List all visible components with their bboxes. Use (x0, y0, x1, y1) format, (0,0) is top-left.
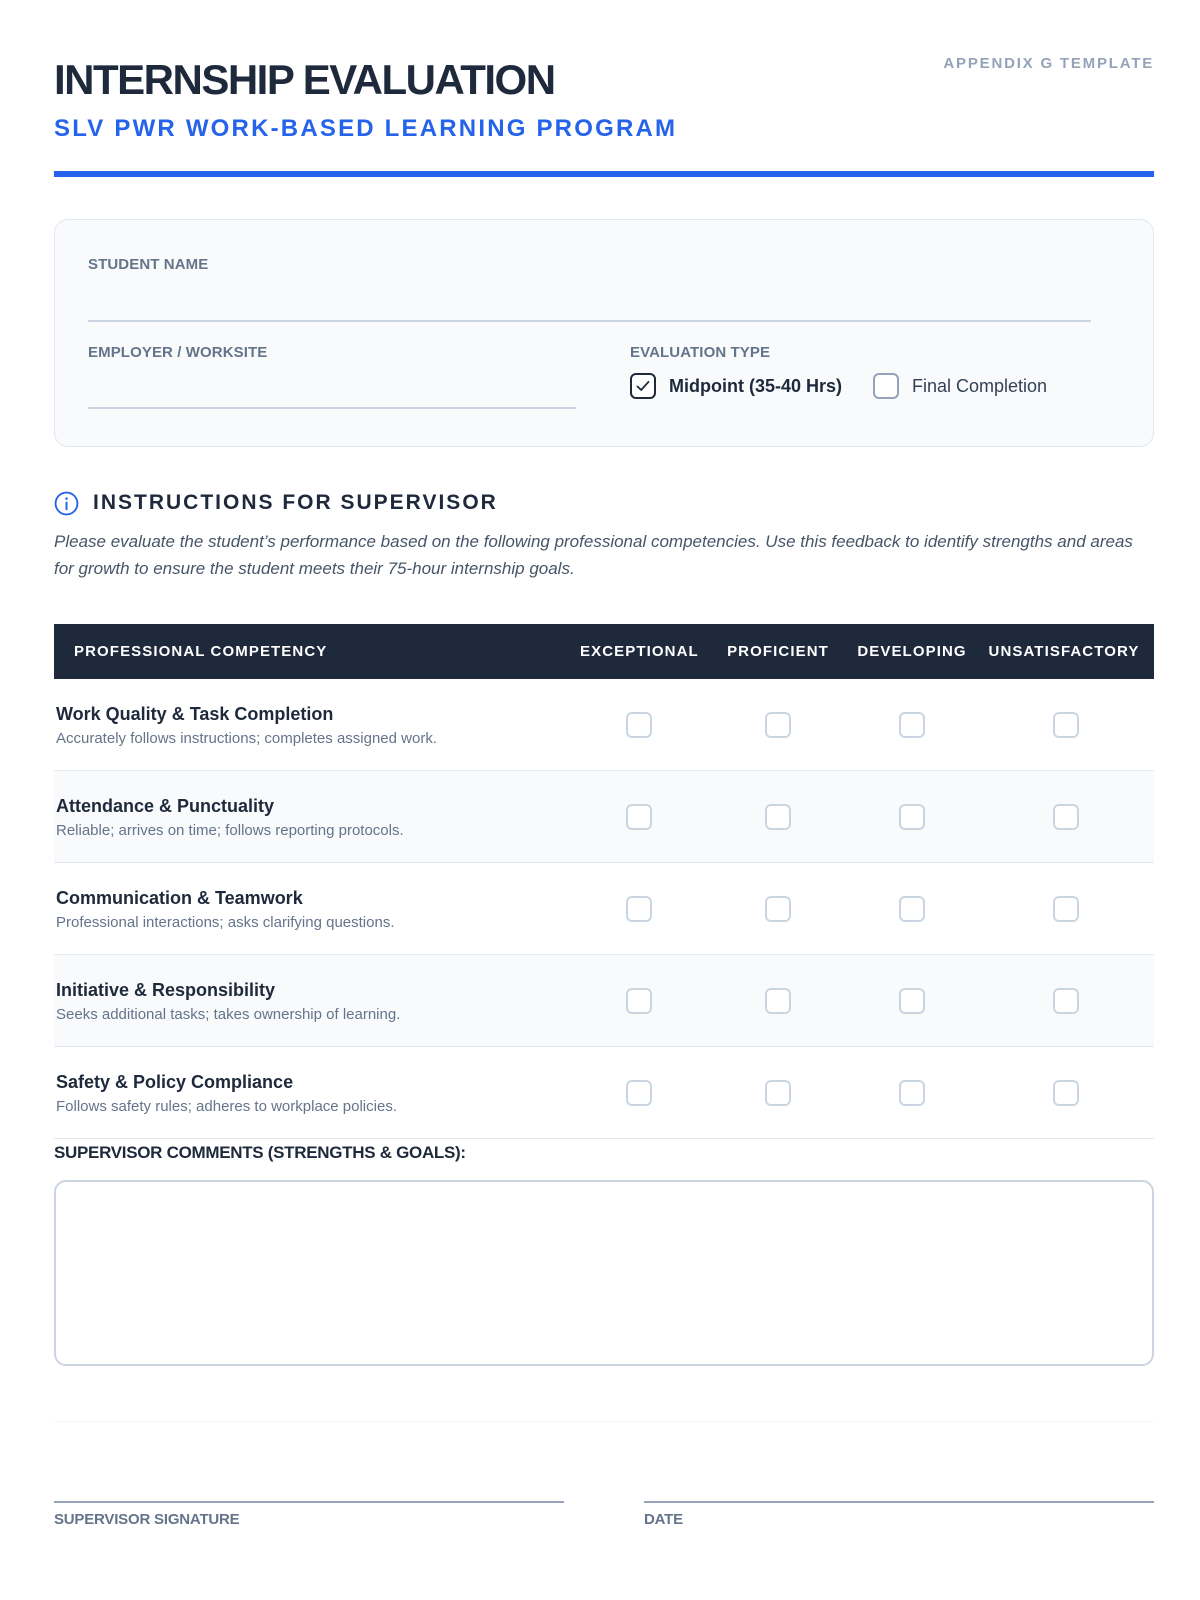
instructions-heading (54, 490, 498, 516)
page-subtitle: SLV PWR WORK-BASED LEARNING PROGRAM (54, 115, 678, 142)
rating-checkbox-exceptional[interactable] (626, 1080, 652, 1106)
page-title: INTERNSHIP EVALUATION (54, 56, 555, 103)
final-completion-option-label: Final Completion (912, 376, 1048, 396)
student-name-label: STUDENT NAME (88, 256, 209, 273)
final-completion-option[interactable] (873, 373, 1047, 399)
rating-checkbox-proficient[interactable] (765, 1080, 791, 1106)
rating-checkbox-unsatisfactory[interactable] (1053, 712, 1079, 738)
rating-checkbox-developing[interactable] (899, 896, 925, 922)
competency-description: Follows safety rules; adheres to workplace policies. (56, 1098, 397, 1115)
comments-textarea[interactable] (54, 1180, 1154, 1366)
competency-title: Work Quality & Task Completion (56, 704, 334, 724)
rating-checkbox-proficient[interactable] (765, 804, 791, 830)
signature-label: SUPERVISOR SIGNATURE (54, 1511, 240, 1528)
employer-field[interactable] (88, 407, 576, 409)
rating-checkbox-proficient[interactable] (765, 988, 791, 1014)
midpoint-checkbox[interactable] (630, 373, 656, 399)
student-info-panel (54, 219, 1154, 447)
evaluation-type-label: EVALUATION TYPE (630, 344, 771, 361)
competency-title: Communication & Teamwork (56, 888, 303, 908)
table-header (54, 624, 1154, 679)
check-icon (635, 378, 651, 394)
signature-field[interactable] (54, 1501, 564, 1503)
info-icon (54, 491, 79, 516)
col-unsatisfactory: UNSATISFACTORY (988, 643, 1140, 660)
competency-title: Safety & Policy Compliance (56, 1072, 294, 1092)
competency-description: Reliable; arrives on time; follows reporting protocols. (56, 822, 404, 839)
table-row (54, 771, 1154, 863)
page-header (54, 54, 1154, 178)
rating-checkbox-proficient[interactable] (765, 712, 791, 738)
competency-title: Initiative & Responsibility (56, 980, 276, 1000)
section-divider (54, 1421, 1154, 1422)
competency-title: Attendance & Punctuality (56, 796, 275, 816)
col-professional-competency: PROFESSIONAL COMPETENCY (74, 643, 328, 660)
rating-checkbox-proficient[interactable] (765, 896, 791, 922)
table-row (54, 1047, 1154, 1139)
instructions-text: Please evaluate the student’s performance based on the following professional competencies. Use this feedback to identify strengths and areas for growth to ensure the student meets their 75-hour internship goals. (54, 532, 1133, 578)
header-divider (54, 171, 1154, 177)
date-label: DATE (644, 1511, 683, 1528)
competency-description: Professional interactions; asks clarifying questions. (56, 914, 395, 931)
col-exceptional: EXCEPTIONAL (580, 643, 699, 660)
midpoint-option-label: Midpoint (35-40 Hrs) (669, 376, 843, 396)
rating-checkbox-developing[interactable] (899, 712, 925, 738)
instructions-title: INSTRUCTIONS FOR SUPERVISOR (93, 491, 498, 514)
rating-checkbox-developing[interactable] (899, 988, 925, 1014)
table-row (54, 679, 1154, 771)
col-developing: DEVELOPING (857, 643, 967, 660)
midpoint-option[interactable] (630, 373, 842, 399)
appendix-tag: APPENDIX G TEMPLATE (943, 55, 1154, 72)
table-row (54, 955, 1154, 1047)
competency-description: Accurately follows instructions; completes assigned work. (56, 730, 437, 747)
rating-checkbox-unsatisfactory[interactable] (1053, 1080, 1079, 1106)
final-completion-checkbox[interactable] (873, 373, 899, 399)
comments-label: SUPERVISOR COMMENTS (STRENGTHS & GOALS): (54, 1143, 466, 1162)
employer-label: EMPLOYER / WORKSITE (88, 344, 268, 361)
rating-checkbox-unsatisfactory[interactable] (1053, 804, 1079, 830)
rating-checkbox-unsatisfactory[interactable] (1053, 896, 1079, 922)
col-proficient: PROFICIENT (727, 643, 829, 660)
rating-checkbox-exceptional[interactable] (626, 712, 652, 738)
rating-checkbox-unsatisfactory[interactable] (1053, 988, 1079, 1014)
rating-checkbox-developing[interactable] (899, 804, 925, 830)
rating-checkbox-exceptional[interactable] (626, 804, 652, 830)
rating-checkbox-developing[interactable] (899, 1080, 925, 1106)
date-field[interactable] (644, 1501, 1154, 1503)
student-name-field[interactable] (88, 320, 1091, 322)
competency-description: Seeks additional tasks; takes ownership of learning. (56, 1006, 401, 1023)
rating-checkbox-exceptional[interactable] (626, 896, 652, 922)
rating-checkbox-exceptional[interactable] (626, 988, 652, 1014)
table-row (54, 863, 1154, 955)
